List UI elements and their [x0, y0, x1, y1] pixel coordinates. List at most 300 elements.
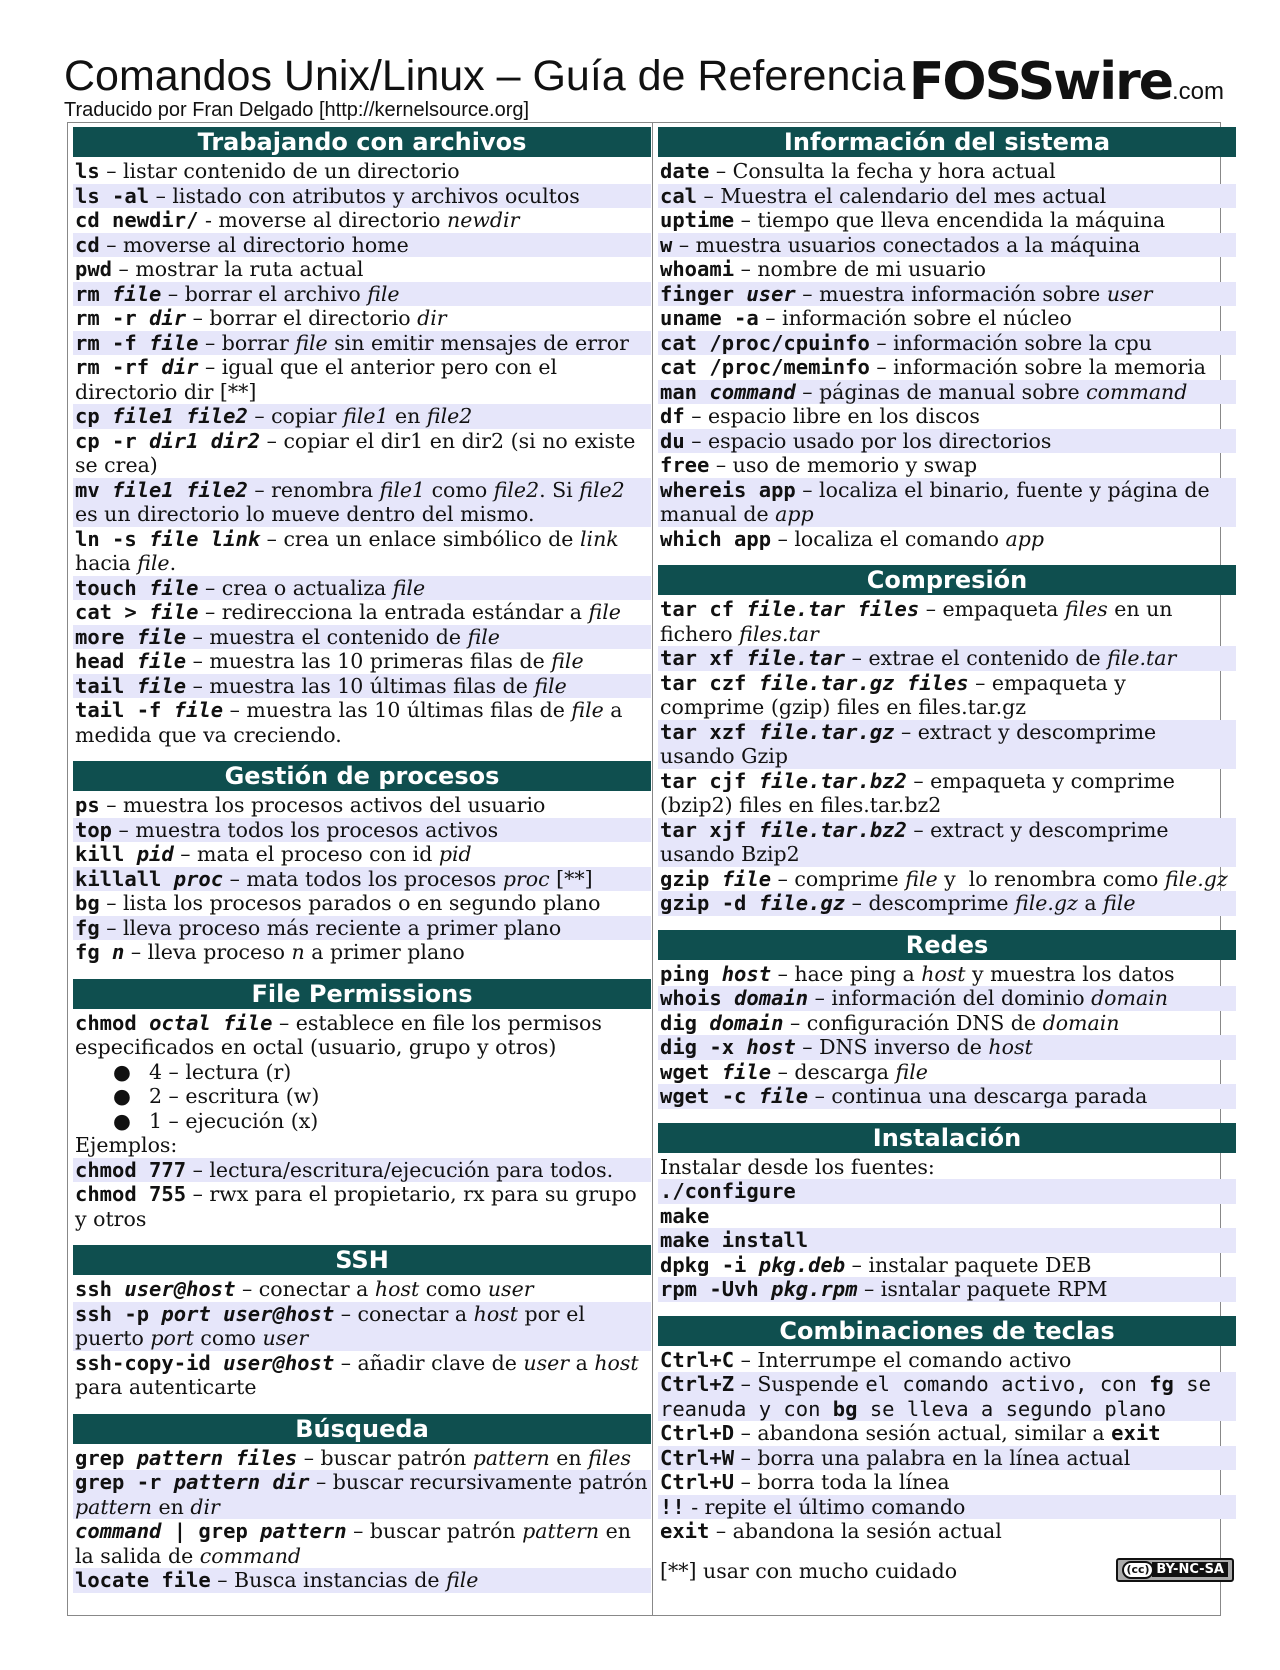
- command-text: cp -r: [75, 428, 150, 453]
- creative-commons-icon: (cc): [1122, 1561, 1154, 1579]
- description-text: – abandona la sesión actual: [709, 1519, 1002, 1543]
- section-title: Información del sistema: [658, 127, 1236, 157]
- description-text: – comprime: [771, 866, 906, 891]
- description-text: pattern: [522, 1519, 600, 1543]
- command-text: w: [660, 232, 673, 257]
- command-text: ./configure: [660, 1179, 796, 1203]
- bullet-item: [73, 1060, 651, 1085]
- description-text: host: [594, 1350, 639, 1375]
- description-text: – espacio usado por los directorios: [684, 428, 1052, 453]
- description-text: – Interrumpe el comando activo: [734, 1347, 1072, 1372]
- bullet-icon: ●: [113, 1059, 131, 1084]
- description-text: – muestra usuarios conectados a la máquina: [672, 232, 1141, 257]
- description-text: – muestra todos los procesos activos: [112, 817, 499, 842]
- command-text: ping: [660, 961, 722, 986]
- description-text: link: [579, 526, 619, 551]
- command-text: tar cf: [660, 597, 747, 621]
- command-text: fg: [75, 940, 113, 964]
- command-entry: [658, 478, 1236, 527]
- description-text: app: [775, 502, 814, 526]
- description-text: file2: [493, 477, 540, 502]
- command-entry: [658, 1495, 1236, 1520]
- section-instalacion: [658, 1123, 1236, 1302]
- description-text: – Busca instancias de: [210, 1568, 447, 1592]
- command-text: octal file: [149, 1010, 273, 1035]
- command-text: proc: [173, 866, 224, 891]
- command-text: which app: [660, 526, 772, 551]
- command-text: finger: [660, 281, 747, 306]
- description-text: domain: [1091, 986, 1168, 1010]
- command-text: ls: [75, 159, 100, 183]
- description-text: file.tar: [1107, 646, 1177, 670]
- command-text: ps: [75, 793, 100, 817]
- right-column: [658, 127, 1236, 1584]
- command-entry: [658, 1155, 1236, 1180]
- description-text: – lleva proceso: [124, 940, 292, 964]
- command-text: file: [721, 866, 772, 891]
- command-entry: [658, 257, 1236, 282]
- description-text: en un fichero: [660, 597, 1180, 646]
- description-text: 4 – lectura (r): [149, 1059, 292, 1084]
- command-text: rm -r: [75, 306, 150, 330]
- command-entry: [658, 891, 1236, 916]
- command-entry: [73, 1302, 651, 1351]
- command-entry: [658, 769, 1236, 818]
- section-title: Gestión de procesos: [73, 761, 651, 791]
- command-text: mv: [75, 477, 113, 502]
- description-text: – espacio libre en los discos: [684, 404, 980, 428]
- command-entry: [73, 600, 651, 625]
- command-text: tar xf: [660, 646, 747, 670]
- command-entry: [658, 671, 1236, 720]
- command-text: file.tar.gz: [758, 719, 895, 744]
- description-text: – Muestra el calendario del mes actual: [697, 183, 1107, 208]
- description-text: – mostrar la ruta actual: [112, 257, 364, 281]
- command-text: chmod 777: [75, 1157, 187, 1182]
- description-text: – Suspende: [734, 1372, 866, 1396]
- command-text: bg: [832, 1396, 858, 1421]
- command-entry: [658, 1060, 1236, 1085]
- command-entry: [658, 1084, 1236, 1109]
- command-text: file: [149, 330, 199, 355]
- description-text: – crea o actualiza: [198, 575, 393, 600]
- command-text: file: [112, 281, 162, 306]
- description-text: – establece en file los permisos especificados en octal (usuario, grupo y otros): [75, 1010, 609, 1059]
- command-entry: [658, 1204, 1236, 1229]
- command-text: file: [136, 673, 187, 698]
- description-text: app: [1005, 526, 1044, 551]
- command-text: dpkg -i: [660, 1252, 759, 1277]
- description-text: – páginas de manual sobre: [795, 379, 1087, 404]
- description-text: file.gz: [1164, 866, 1228, 891]
- section-file-permissions: [73, 979, 651, 1232]
- command-entry: [73, 916, 651, 941]
- command-entry: [73, 1446, 651, 1471]
- section-redes: [658, 930, 1236, 1109]
- description-text: Instalar desde los fuentes:: [660, 1154, 935, 1179]
- command-text: file link: [149, 526, 261, 551]
- command-text: uptime: [660, 208, 735, 232]
- description-text: por el puerto: [75, 1301, 592, 1350]
- description-text: – borrar el archivo: [161, 281, 368, 306]
- description-text: – copiar el dir1 en dir2 (si no existe se crea): [75, 428, 642, 477]
- description-text: – copiar: [247, 404, 344, 428]
- page-header: [64, 50, 1224, 125]
- command-entry: [658, 1470, 1236, 1495]
- footer-note: [658, 1558, 1236, 1584]
- command-text: file: [149, 575, 199, 600]
- description-text: – empaqueta y comprime (bzip2) files en files.tar.bz2: [660, 768, 1182, 817]
- command-text: file.gz: [758, 891, 846, 915]
- description-text: – borrar: [198, 330, 296, 355]
- description-text: – listado con atributos y archivos ocultos: [149, 183, 580, 208]
- command-text: file: [136, 649, 187, 673]
- description-text: [**]: [549, 866, 593, 891]
- command-entry: [73, 793, 651, 818]
- command-text: cd: [75, 232, 100, 257]
- description-text: file: [467, 624, 500, 649]
- command-text: gzip -d: [660, 891, 759, 915]
- command-entry: [658, 1277, 1236, 1302]
- description-text: newdir: [447, 208, 520, 232]
- description-text: dir: [417, 306, 447, 330]
- bullet-icon: ●: [113, 1108, 131, 1133]
- command-text: ln -s: [75, 526, 150, 551]
- command-text: bg: [75, 891, 100, 915]
- description-text: en la salida de: [75, 1519, 638, 1568]
- command-entry: [658, 597, 1236, 646]
- column-divider: [652, 123, 653, 1615]
- command-text: Ctrl+Z: [660, 1372, 735, 1396]
- license-label: BY-NC-SA: [1152, 1562, 1228, 1577]
- command-entry: [73, 282, 651, 307]
- description-text: file1: [379, 477, 426, 502]
- description-text: host: [988, 1035, 1033, 1059]
- description-text: a primer plano: [304, 940, 465, 964]
- description-text: se lleva a segundo plano: [857, 1396, 1167, 1421]
- description-text: – buscar recursivamente patrón: [309, 1470, 655, 1494]
- description-text: – isntalar paquete RPM: [857, 1277, 1108, 1301]
- command-text: cat /proc/cpuinfo: [660, 330, 870, 355]
- description-text: y lo renombra como: [937, 866, 1165, 891]
- section-ssh: [73, 1245, 651, 1400]
- description-text: – localiza el comando: [771, 526, 1006, 551]
- command-text: file: [721, 1059, 772, 1084]
- description-text: para autenticarte: [75, 1350, 646, 1399]
- command-entry: [73, 576, 651, 601]
- command-text: file1 file2: [112, 477, 248, 502]
- command-text: whoami: [660, 257, 735, 281]
- command-text: | grep: [161, 1519, 261, 1543]
- command-text: pattern: [260, 1519, 347, 1543]
- command-entry: [658, 1228, 1236, 1253]
- command-text: ssh-copy-id: [75, 1350, 224, 1375]
- command-text: command: [709, 379, 796, 404]
- section-title: Trabajando con archivos: [73, 127, 651, 157]
- description-text: – borrar el directorio: [186, 306, 418, 330]
- command-entry: [658, 867, 1236, 892]
- footer-note-text: [**] usar con mucho cuidado: [660, 1558, 958, 1583]
- description-text: – añadir clave de: [334, 1350, 524, 1375]
- description-text: command: [1086, 379, 1188, 404]
- description-text: – moverse al directorio home: [99, 232, 409, 257]
- description-text: Ejemplos:: [75, 1133, 178, 1157]
- command-entry: [658, 159, 1236, 184]
- description-text: – instalar paquete DEB: [845, 1252, 1092, 1277]
- command-text: domain: [709, 1010, 784, 1035]
- description-text: user: [487, 1277, 534, 1301]
- description-text: – información del dominio: [808, 986, 1092, 1010]
- description-text: – continua una descarga parada: [808, 1084, 1148, 1108]
- command-entry: [73, 649, 651, 674]
- command-text: chmod: [75, 1010, 150, 1035]
- command-entry: [73, 355, 651, 404]
- command-entry: [73, 1351, 651, 1400]
- description-text: pattern: [472, 1445, 550, 1470]
- page-subtitle: Traducido por Fran Delgado [http://kernelsource.org]: [64, 99, 530, 121]
- command-text: tar cjf: [660, 768, 759, 793]
- command-text: head: [75, 649, 137, 673]
- command-text: cal: [660, 183, 698, 208]
- section-title: Redes: [658, 930, 1236, 960]
- description-text: file: [295, 330, 328, 355]
- description-text: host: [473, 1301, 518, 1326]
- command-text: pattern dir: [173, 1470, 310, 1494]
- command-text: user@host: [124, 1277, 236, 1301]
- command-text: uname -a: [660, 306, 759, 330]
- command-entry: [73, 625, 651, 650]
- command-text: file.tar.bz2: [758, 817, 907, 842]
- command-text: Ctrl+W: [660, 1445, 735, 1470]
- command-text: Ctrl+D: [660, 1421, 735, 1445]
- command-entry: [73, 527, 651, 576]
- command-entry: [73, 184, 651, 209]
- command-text: gzip: [660, 866, 722, 891]
- command-text: make install: [660, 1228, 809, 1252]
- description-text: – lectura/escritura/ejecución para todos.: [186, 1157, 614, 1182]
- description-text: en: [151, 1494, 191, 1519]
- description-text: user: [1106, 281, 1153, 306]
- description-text: a: [569, 1350, 595, 1375]
- command-entry: [658, 1421, 1236, 1446]
- command-text: pid: [136, 842, 174, 866]
- description-text: – muestra el contenido de: [186, 624, 468, 649]
- section-informacion-del-sistema: [658, 127, 1236, 551]
- description-text: – muestra las 10 primeras filas de: [186, 649, 552, 673]
- command-text: host: [746, 1035, 796, 1059]
- command-text: file: [149, 600, 199, 624]
- command-text: user@host: [223, 1350, 335, 1375]
- command-text: make: [660, 1203, 710, 1228]
- command-entry: [658, 1348, 1236, 1373]
- command-entry: [73, 1519, 651, 1568]
- description-text: es un directorio lo mueve dentro del mismo.: [75, 477, 632, 526]
- command-entry: [73, 478, 651, 527]
- command-entry: [658, 1035, 1236, 1060]
- description-text: . Si: [539, 477, 580, 502]
- command-entry: [73, 306, 651, 331]
- command-text: locate file: [75, 1568, 211, 1592]
- command-entry: [73, 1133, 651, 1158]
- command-entry: [658, 429, 1236, 454]
- command-text: whereis app: [660, 477, 796, 502]
- command-entry: [73, 233, 651, 258]
- description-text: hacia: [75, 526, 626, 575]
- command-entry: [658, 331, 1236, 356]
- description-text: – rwx para el propietario, rx para su grupo y otros: [75, 1182, 644, 1231]
- command-entry: [658, 355, 1236, 380]
- description-text: file: [588, 600, 621, 624]
- description-text: – extrae el contenido de: [845, 646, 1108, 670]
- command-text: tar xzf: [660, 719, 759, 744]
- description-text: – Consulta la fecha y hora actual: [709, 159, 1056, 183]
- fosswire-logo: [909, 50, 1224, 127]
- command-text: more: [75, 624, 137, 649]
- description-text: en: [549, 1445, 589, 1470]
- command-entry: [73, 159, 651, 184]
- description-text: 2 – escritura (w): [149, 1084, 320, 1108]
- section-title: File Permissions: [73, 979, 651, 1009]
- description-text: – mata todos los procesos: [223, 866, 503, 891]
- command-text: cp: [75, 404, 113, 428]
- section-compresion: [658, 565, 1236, 916]
- description-text: command: [199, 1543, 302, 1568]
- description-text: file: [551, 649, 584, 673]
- command-text: n: [112, 940, 125, 964]
- command-text: free: [660, 453, 710, 477]
- section-title: Combinaciones de teclas: [658, 1316, 1236, 1346]
- section-combinaciones-de-teclas: [658, 1316, 1236, 1544]
- bullet-item: [73, 1084, 651, 1109]
- command-entry: [658, 1179, 1236, 1204]
- description-text: - repite el último comando: [684, 1494, 966, 1519]
- description-text: file: [534, 673, 567, 698]
- bullet-icon: ●: [113, 1084, 131, 1108]
- description-text: – lista los procesos parados o en segundo plano: [99, 891, 601, 915]
- command-entry: [658, 962, 1236, 987]
- section-trabajando-con-archivos: [73, 127, 651, 747]
- command-text: exit: [1111, 1421, 1161, 1445]
- description-text: file: [1103, 891, 1136, 915]
- description-text: user: [523, 1350, 570, 1375]
- description-text: file: [367, 281, 400, 306]
- description-text: a medida que va creciendo.: [75, 698, 630, 747]
- description-text: – renombra: [247, 477, 380, 502]
- description-text: pattern: [75, 1494, 152, 1519]
- description-text: host: [921, 961, 966, 986]
- command-text: rm -f: [75, 330, 150, 355]
- command-entry: [658, 306, 1236, 331]
- command-text: wget: [660, 1059, 722, 1084]
- description-text: – hace ping a: [771, 961, 922, 986]
- description-text: sin emitir mensajes de error: [327, 330, 629, 355]
- description-text: – conectar a: [235, 1277, 375, 1301]
- description-text: – información sobre el núcleo: [758, 306, 1072, 330]
- command-entry: [73, 891, 651, 916]
- description-text: – nombre de mi usuario: [734, 257, 987, 281]
- description-text: – localiza el binario, fuente y página de manual de: [660, 477, 1217, 526]
- description-text: user: [262, 1326, 309, 1350]
- description-text: file: [137, 551, 170, 575]
- description-text: – redirecciona la entrada estándar a: [198, 600, 589, 624]
- description-text: – descarga: [771, 1059, 896, 1084]
- description-text: – empaqueta: [919, 597, 1065, 621]
- command-text: cat /proc/meminfo: [660, 355, 870, 379]
- description-text: file.gz: [1015, 891, 1078, 915]
- description-text: – lleva proceso más reciente a primer plano: [99, 915, 562, 940]
- description-text: n: [291, 940, 305, 964]
- command-entry: [658, 1372, 1236, 1421]
- command-entry: [658, 184, 1236, 209]
- command-text: fg: [1149, 1372, 1174, 1396]
- command-text: df: [660, 404, 685, 428]
- command-entry: [73, 429, 651, 478]
- command-text: tail: [75, 673, 137, 698]
- description-text: file: [905, 866, 938, 891]
- logo-main-text: FOSSwire: [908, 52, 1172, 112]
- command-entry: [658, 1446, 1236, 1471]
- command-text: cat >: [75, 600, 150, 624]
- command-entry: [73, 940, 651, 965]
- description-text: file2: [579, 477, 625, 502]
- description-text: file: [895, 1059, 928, 1084]
- description-text: – borra una palabra en la línea actual: [734, 1445, 1131, 1470]
- command-text: dir1 dir2: [149, 428, 261, 453]
- description-text: – crea un enlace simbólico de: [260, 526, 580, 551]
- logo-suffix-text: .com: [1171, 78, 1224, 105]
- description-text: y muestra los datos: [965, 961, 1175, 986]
- command-text: whois: [660, 986, 735, 1010]
- command-entry: [658, 818, 1236, 867]
- command-text: exit: [660, 1519, 710, 1543]
- command-text: user: [746, 281, 796, 306]
- description-text: – muestra las 10 últimas filas de: [223, 698, 572, 722]
- command-entry: [73, 674, 651, 699]
- command-text: file.tar files: [746, 597, 920, 621]
- command-text: file.tar: [746, 646, 846, 670]
- command-entry: [658, 720, 1236, 769]
- description-text: – extract y descomprime usando Gzip: [660, 719, 1163, 768]
- command-entry: [73, 1158, 651, 1183]
- description-text: – muestra información sobre: [795, 281, 1107, 306]
- command-entry: [658, 208, 1236, 233]
- command-entry: [73, 867, 651, 892]
- description-text: dir: [190, 1494, 220, 1519]
- command-entry: [658, 986, 1236, 1011]
- description-text: como: [419, 1277, 488, 1301]
- command-text: pwd: [75, 257, 113, 281]
- page-title: Comandos Unix/Linux – Guía de Referencia: [64, 52, 906, 100]
- command-entry: [73, 331, 651, 356]
- bullet-item: [73, 1109, 651, 1134]
- command-text: rpm -Uvh: [660, 1277, 772, 1301]
- command-entry: [73, 842, 651, 867]
- command-entry: [658, 453, 1236, 478]
- description-text: files.tar: [739, 621, 819, 646]
- command-text: rm: [75, 281, 113, 306]
- command-text: killall: [75, 866, 174, 891]
- command-text: grep -r: [75, 1470, 174, 1494]
- command-text: file: [758, 1084, 809, 1108]
- description-text: a: [1077, 891, 1104, 915]
- description-text: file2: [426, 404, 473, 428]
- description-text: – tiempo que lleva encendida la máquina: [734, 208, 1166, 232]
- command-text: ssh -p: [75, 1301, 162, 1326]
- reference-frame: [67, 122, 1228, 1616]
- description-text: port: [150, 1326, 194, 1350]
- command-text: Ctrl+U: [660, 1470, 735, 1494]
- description-text: – buscar patrón: [297, 1445, 473, 1470]
